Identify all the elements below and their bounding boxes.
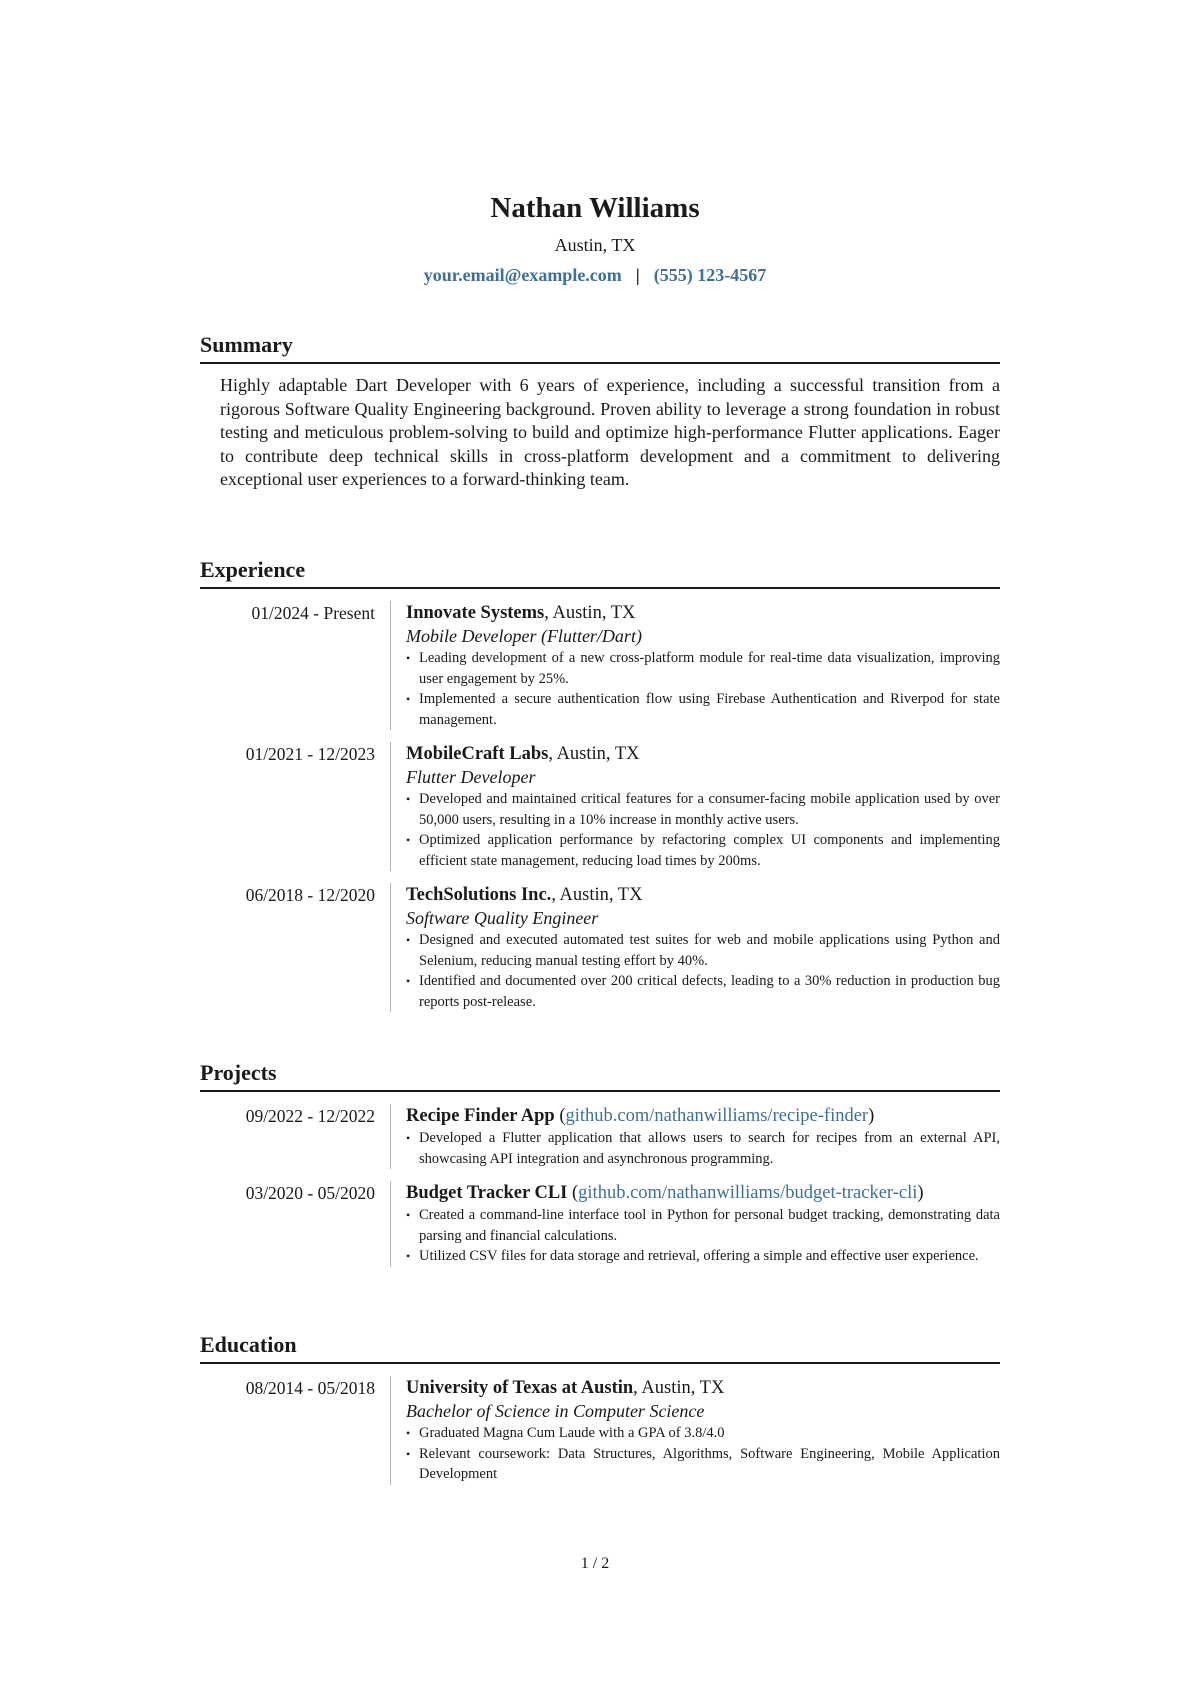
entry-location: , Austin, TX [544,603,636,623]
section-title-summary: Summary [200,332,293,357]
entry-date: 01/2024 - Present [251,603,375,623]
entry-body [390,1104,1000,1169]
entry-bullets [406,789,1000,871]
entry-body [390,883,1000,1012]
bullet-item: • Relevant coursework: Data Structures, Algorithms, Software Engineering, Mobile Application Development [406,1444,1000,1485]
section-title-education: Education [200,1332,297,1357]
experience-entry [200,742,1000,871]
project-title-line: Budget Tracker CLI (github.com/nathanwilliams/budget-tracker-cli) [406,1183,924,1203]
phone-link[interactable]: (555) 123-4567 [653,265,767,285]
entry-org: TechSolutions Inc. [406,885,552,905]
entry-org-line [406,1376,1000,1400]
entry-role: Software Quality Engineer [406,908,599,928]
entry-org-line [406,742,1000,766]
project-name: Recipe Finder App [406,1106,555,1126]
section-divider [200,1090,1000,1092]
section-title-experience: Experience [200,557,306,582]
education-entry [200,1376,1000,1485]
contact-line [0,262,1190,288]
experience-entry [200,601,1000,730]
entry-bullets [406,1128,1000,1169]
page-number: 1 / 2 [580,1555,610,1572]
section-divider [200,1362,1000,1364]
entry-org-line [406,883,1000,907]
section-divider [200,362,1000,364]
entry-body [390,1376,1000,1485]
project-entry [200,1104,1000,1169]
entry-location: , Austin, TX [551,885,643,905]
project-title-line: Recipe Finder App (github.com/nathanwilliams/recipe-finder) [406,1106,875,1126]
bullet-item: • Designed and executed automated test suites for web and mobile applications using Python and Selenium, reducing manual testing effort by 40%. [406,930,1000,971]
entry-body [390,1181,1000,1267]
bullet-item: • Graduated Magna Cum Laude with a GPA of 3.8/4.0 [406,1423,1000,1444]
section-title-projects: Projects [200,1060,277,1085]
entry-role: Flutter Developer [406,767,536,787]
resume-header [0,190,1190,288]
entry-org: University of Texas at Austin [406,1378,634,1398]
summary-text: Highly adaptable Dart Developer with 6 years of experience, including a successful transition from a rigorous Software Quality Engineering background. Proven ability to leverage a strong foundation in robust testing and meticulous problem-solving to build and optimize high-performance Flutter applications. Eager to contribute deep technical skills in cross-platform development and a commitment to delivering exceptional user experiences to a forward-thinking team. [220,375,1000,489]
contact-separator: | [635,265,640,285]
entry-date: 03/2020 - 05/2020 [245,1183,375,1203]
entry-date: 01/2021 - 12/2023 [245,744,375,764]
entry-role: Mobile Developer (Flutter/Dart) [406,626,642,646]
bullet-item: • Identified and documented over 200 critical defects, leading to a 30% reduction in production bug reports post-release. [406,971,1000,1012]
email-link[interactable]: your.email@example.com [423,265,622,285]
entry-org: Innovate Systems [406,603,545,623]
candidate-location: Austin, TX [554,235,636,255]
section-divider [200,587,1000,589]
experience-entry [200,883,1000,1012]
project-link[interactable]: github.com/nathanwilliams/budget-tracker-cli [578,1183,918,1203]
bullet-item: • Implemented a secure authentication flow using Firebase Authentication and Riverpod for state management. [406,689,1000,730]
summary-section [200,330,1000,492]
project-link[interactable]: github.com/nathanwilliams/recipe-finder [565,1106,869,1126]
candidate-name: Nathan Williams [490,192,700,224]
project-entry [200,1181,1000,1267]
entry-bullets [406,1423,1000,1485]
entry-org: MobileCraft Labs [406,744,549,764]
entry-location: , Austin, TX [633,1378,725,1398]
education-section [200,1330,1000,1485]
entry-bullets [406,930,1000,1012]
bullet-item: • Developed a Flutter application that allows users to search for recipes from an external API, showcasing API integration and asynchronous programming. [406,1128,1000,1169]
entry-org-line [406,601,1000,625]
entry-date: 08/2014 - 05/2018 [245,1378,375,1398]
bullet-item: • Created a command-line interface tool in Python for personal budget tracking, demonstrating data parsing and financial calculations. [406,1205,1000,1246]
project-name: Budget Tracker CLI [406,1183,568,1203]
entry-bullets [406,1205,1000,1267]
bullet-item: • Leading development of a new cross-platform module for real-time data visualization, improving user engagement by 25%. [406,648,1000,689]
entry-role: Bachelor of Science in Computer Science [406,1401,705,1421]
bullet-item: • Utilized CSV files for data storage and retrieval, offering a simple and effective user experience. [406,1246,1000,1267]
entry-location: , Austin, TX [548,744,640,764]
bullet-item: • Developed and maintained critical features for a consumer-facing mobile application used by over 50,000 users, resulting in a 10% increase in monthly active users. [406,789,1000,830]
entry-bullets [406,648,1000,730]
bullet-item: • Optimized application performance by refactoring complex UI components and implementing efficient state management, reducing load times by 200ms. [406,830,1000,871]
entry-body [390,601,1000,730]
experience-section [200,555,1000,1012]
entry-body [390,742,1000,871]
projects-section [200,1058,1000,1267]
entry-date: 06/2018 - 12/2020 [245,885,375,905]
entry-date: 09/2022 - 12/2022 [245,1106,375,1126]
